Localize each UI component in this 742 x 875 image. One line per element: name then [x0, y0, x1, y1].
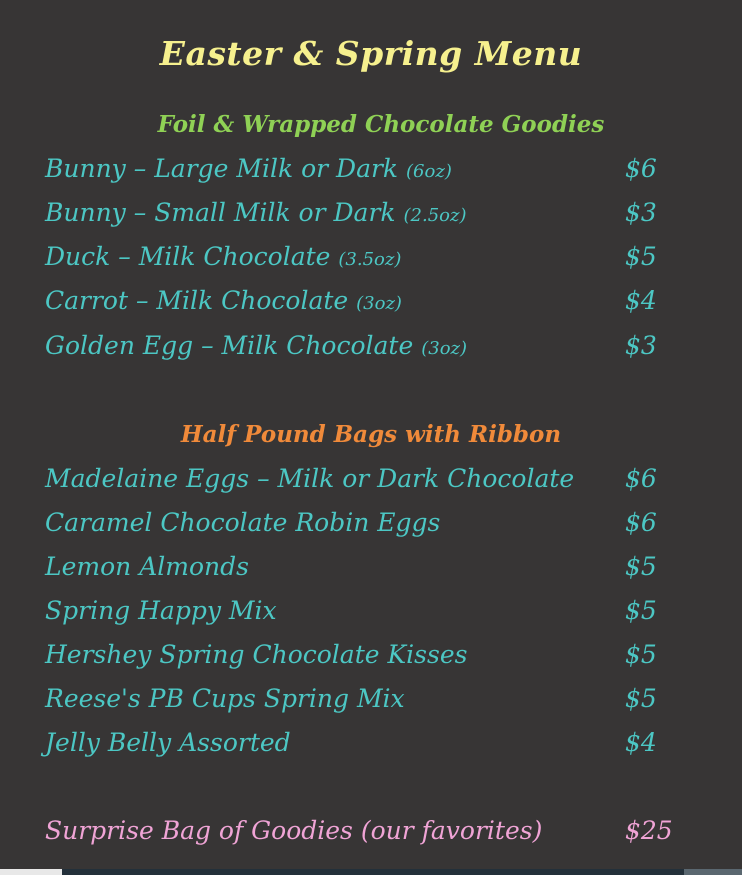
- item-price: $4: [625, 286, 657, 315]
- special-item-price: $25: [625, 816, 673, 845]
- item-price: $5: [625, 640, 657, 669]
- menu-item: [45, 552, 685, 586]
- item-price: $5: [625, 242, 657, 271]
- scrollbar-track-right: [684, 869, 742, 875]
- scrollbar-thumb[interactable]: [62, 869, 684, 875]
- section-heading-foil-wrapped: Foil & Wrapped Chocolate Goodies: [157, 111, 605, 138]
- item-name: Duck – Milk Chocolate (3.5oz): [45, 242, 402, 271]
- item-name: Lemon Almonds: [45, 552, 249, 581]
- menu-item: [45, 286, 685, 320]
- item-size: (6oz): [406, 161, 452, 182]
- item-price: $6: [625, 154, 657, 183]
- menu-item: [45, 596, 685, 630]
- menu-item: [45, 154, 685, 188]
- item-price: $6: [625, 464, 657, 493]
- item-price: $3: [625, 331, 657, 360]
- item-name: Caramel Chocolate Robin Eggs: [45, 508, 441, 537]
- item-size: (3oz): [421, 338, 468, 359]
- item-price: $6: [625, 508, 657, 537]
- item-price: $5: [625, 596, 657, 625]
- item-name: Reese's PB Cups Spring Mix: [45, 684, 405, 713]
- item-name: Madelaine Eggs – Milk or Dark Chocolate: [45, 464, 575, 493]
- menu-item: [45, 464, 685, 498]
- item-price: $5: [625, 552, 657, 581]
- special-item: [45, 816, 685, 850]
- menu-title: Easter & Spring Menu: [159, 34, 583, 73]
- scrollbar-track-left: [0, 869, 62, 875]
- item-price: $4: [625, 728, 657, 757]
- menu-item: [45, 640, 685, 674]
- item-name: Bunny – Large Milk or Dark (6oz): [45, 154, 452, 183]
- item-name: Carrot – Milk Chocolate (3oz): [45, 286, 402, 315]
- menu-item: [45, 242, 685, 276]
- section-heading-half-pound-bags: Half Pound Bags with Ribbon: [180, 421, 562, 448]
- menu-item: [45, 198, 685, 232]
- item-size: (3.5oz): [338, 249, 402, 270]
- special-item-name: Surprise Bag of Goodies (our favorites): [45, 816, 543, 845]
- item-price: $3: [625, 198, 657, 227]
- item-name: Jelly Belly Assorted: [45, 728, 291, 757]
- menu-item: [45, 684, 685, 718]
- menu-item: [45, 728, 685, 762]
- item-name: Bunny – Small Milk or Dark (2.5oz): [45, 198, 467, 227]
- item-name: Hershey Spring Chocolate Kisses: [45, 640, 468, 669]
- item-size: (3oz): [356, 293, 402, 314]
- item-price: $5: [625, 684, 657, 713]
- menu-item: [45, 508, 685, 542]
- item-size: (2.5oz): [403, 205, 467, 226]
- menu-item: [45, 331, 685, 365]
- item-name: Golden Egg – Milk Chocolate (3oz): [45, 331, 468, 360]
- item-name: Spring Happy Mix: [45, 596, 277, 625]
